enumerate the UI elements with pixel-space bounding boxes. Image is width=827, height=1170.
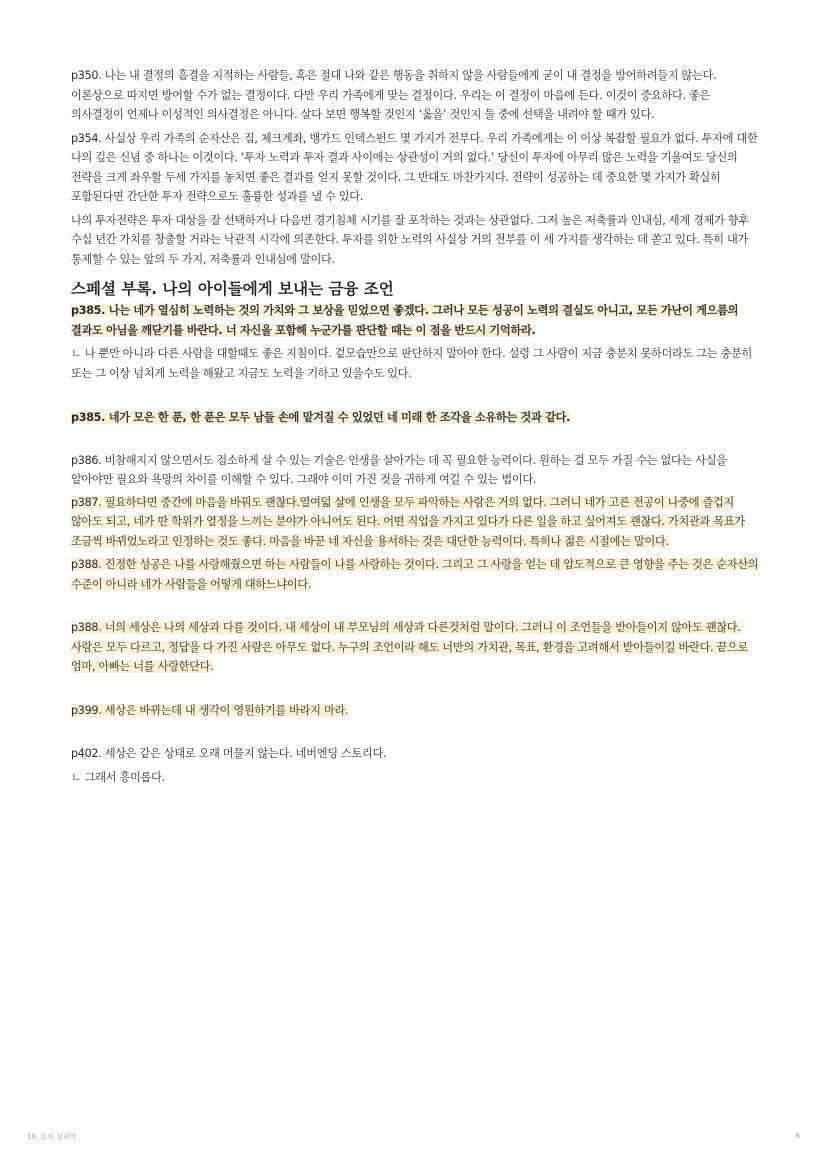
paragraph-p388a [71, 555, 761, 594]
paragraph-p385a-text: p385. 나는 네가 열심히 노력하는 것의 가치와 그 보상을 믿었으면 좋겠다. 그러나 모든 성공이 노력의 결실도 아니고, 모든 가난이 게으름의 결과도 아님을 깨닫기를 바란다. 너 자신을 포함해 누군가를 판단할 때는 이 점을 반드시 기억하라. [71, 304, 739, 337]
paragraph-p387 [71, 493, 761, 552]
paragraph-p388b [71, 618, 761, 677]
paragraph-p402-text: p402. 세상은 같은 상태로 오래 머물지 않는다. 네버엔딩 스토리다. [71, 747, 387, 760]
footer-page-number: 6 [795, 1132, 800, 1140]
paragraph-p388b-text: p388. 너의 세상은 나의 세상과 다를 것이다. 내 세상이 내 부모님의 세상과 다른것처럼 말이다. 그러니 이 조언들을 받아들이지 않아도 괜찮다. 사람은 모두 다르고, 정답을 다 가진 사람은 아무도 없다. 누구의 조언이라 해도 너만의 가치관, 목표, 환경을 고려해서 받아들이길 바란다. 끝으로 엄마, 아빠는 너를 사랑한단다. [71, 621, 749, 673]
footer-chapter-label: 10. 돈의 심리학 [27, 1133, 77, 1141]
note-p402-text: ㄴ 그래서 흥미롭다. [71, 770, 165, 784]
paragraph-p387-text: p387. 필요하다면 중간에 마음을 바꿔도 괜찮다.열여덟 살에 인생을 모두 파악하는 사람은 거의 없다. 그러니 네가 고른 전공이 나중에 즐겁지 않아도 되고, 네가 딴 학위가 열정을 느끼는 분야가 아니어도 된다. 어떤 직업을 가지고 있다가 다른 일을 하고 싶어져도 괜찮다. 가치관과 목표가 조금씩 바뀌었노라고 인정하는 것도 좋다. 마음을 바꾼 네 자신을 용서하는 것은 대단한 능력이다. 특히나 젊은 시절에는 말이다. [71, 495, 745, 548]
paragraph-p399-text: p399. 세상은 바뀌는데 내 생각이 영원하기를 바라지 마라. [71, 703, 349, 717]
paragraph-strategy-text: 나의 투자전략은 투자 대상을 잘 선택하거나 다음번 경기침체 시기를 잘 포착하는 것과는 상관없다. 그저 높은 저축률과 인내심, 세계 경제가 향후 수십 년간 가치를 창출할 거라는 낙관적 시각에 의존한다. 투자를 위한 노력의 사실상 거의 전부를 이 세 가지를 생각하는 데 쏟고 있다. 특히 내가 통제할 수 있는 앞의 두 가지, 저축률과 인내심에 말이다. [71, 213, 749, 266]
paragraph-p385a [71, 301, 761, 340]
paragraph-p354-text: p354. 사실상 우리 가족의 순자산은 집, 체크계좌, 뱅가드 인덱스펀드 몇 가지가 전부다. 우리 가족에게는 이 이상 복잡할 필요가 없다. 투자에 대한 나의 깊은 신념 중 하나는 이것이다. ‘투자 노력과 투자 결과 사이에는 상관성이 거의 없다.’ 당신이 투자에 아무리 많은 노력을 기울여도 당신의 전략을 크게 좌우할 두세 가지를 놓치면 좋은 결과를 얻지 못할 것이다. 그 반대도 마찬가지다. 전략이 성공하는 데 중요한 몇 가지가 확실히 포함된다면 간단한 투자 전략으로도 훌륭한 성과를 낼 수 있다. [71, 131, 758, 203]
paragraph-p386 [71, 451, 761, 490]
paragraph-p388a-text: p388. 진정한 성공은 나를 사랑해줬으면 하는 사람들이 나를 사랑하는 것이다. 그리고 그 사랑을 얻는 데 압도적으로 큰 영향을 주는 것은 순자산의 수준이 아니라 네가 사람들을 어떻게 대하느냐이다. [71, 558, 759, 591]
paragraph-strategy [71, 211, 761, 270]
paragraph-p350 [71, 66, 761, 125]
paragraph-p402 [71, 744, 761, 764]
note-p385-text: ㄴ 나 뿐만 아니라 다른 사람을 대할때도 좋은 지침이다. 겉모습만으로 판단하지 말아야 한다. 설령 그 사람이 지금 충분치 못하더라도 그는 충분히 또는 그 이상 넘치게 노력을 해왔고 지금도 노력을 기하고 있을수도 있다. [71, 347, 753, 380]
paragraph-p354 [71, 129, 761, 207]
paragraph-p350-text: p350. 나는 내 결정의 흠결을 지적하는 사람들, 혹은 절대 나와 같은 행동을 취하지 않을 사람들에게 굳이 내 결정을 방어하려들지 않는다. 이론상으로 따지면 방어할 수가 없는 결정이다. 다만 우리 가족에게 맞는 결정이다. 우리는 이 결정이 마음에 든다. 이것이 중요하다. 좋은 의사결정이 언제나 이성적인 의사결정은 아니다. 살다 보면 행복할 것인지 ‘옳을’ 것인지 둘 중에 선택을 내려야 할 때가 있다. [71, 69, 717, 121]
paragraph-p386-text: p386. 비참해지지 않으면서도 검소하게 살 수 있는 기술은 인생을 살아가는 데 꼭 필요한 능력이다. 원하는 걸 모두 가질 수는 없다는 사실을 알아야만 필요와 욕망의 차이를 이해할 수 있다. 그래야 이미 가진 것을 귀하게 여길 수 있는 법이다. [71, 453, 727, 486]
document-page [71, 66, 761, 787]
paragraph-p399 [71, 701, 761, 721]
paragraph-p385b-text: p385. 네가 모은 한 푼, 한 푼은 모두 남들 손에 맡겨질 수 있었던 네 미래 한 조각을 소유하는 것과 같다. [71, 411, 571, 424]
paragraph-p385b [71, 408, 761, 428]
note-p385 [71, 344, 761, 383]
section-heading: 스페셜 부록. 나의 아이들에게 보내는 금융 조언 [71, 280, 394, 298]
note-p402 [71, 768, 761, 788]
